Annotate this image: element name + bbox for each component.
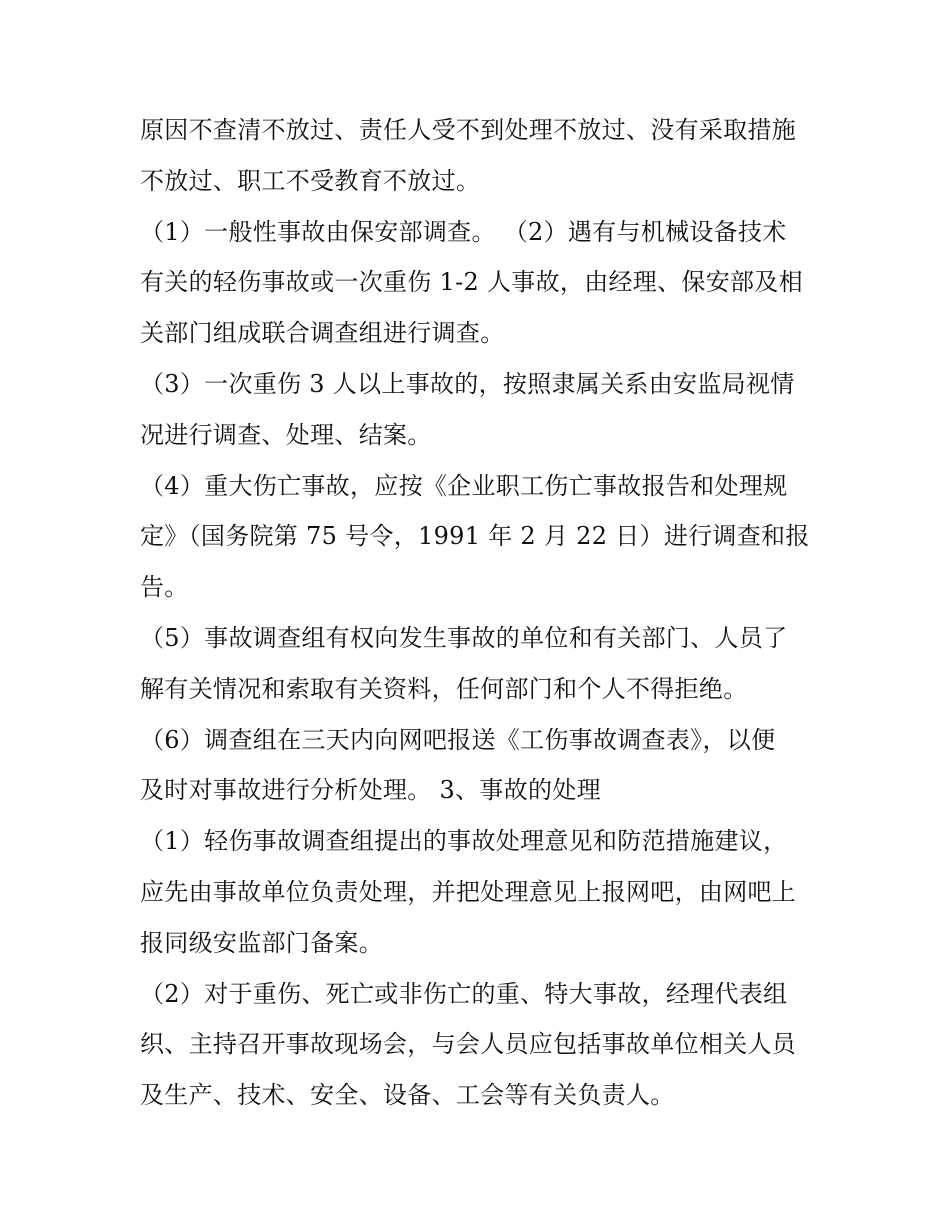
document-body — [140, 105, 820, 1121]
text-line: （6）调查组在三天内向网吧报送《工伤事故调查表》，以便 — [140, 725, 776, 754]
text-line: 解有关情况和索取有关资料，任何部门和个人不得拒绝。 — [140, 674, 748, 703]
text-line: 定》（国务院第 75 号令，1991 年 2 月 22 日）进行调查和报 — [140, 522, 810, 551]
text-line: 及生产、技术、安全、设备、工会等有关负责人。 — [140, 1081, 675, 1110]
text-line: 告。 — [140, 573, 189, 602]
text-line: 织、主持召开事故现场会，与会人员应包括事故单位相关人员 — [140, 1030, 797, 1059]
text-line: （5）事故调查组有权向发生事故的单位和有关部门、人员了 — [140, 623, 788, 652]
text-line: （4）重大伤亡事故，应按《企业职工伤亡事故报告和处理规 — [140, 471, 788, 500]
text-line: （1）一般性事故由保安部调查。 （2）遇有与机械设备技术 — [140, 217, 787, 246]
text-line: 及时对事故进行分析处理。 3、事故的处理 — [140, 776, 601, 805]
text-line: （3）一次重伤 3 人以上事故的，按照隶属关系由安监局视情 — [140, 369, 795, 398]
text-line: 况进行调查、处理、结案。 — [140, 420, 432, 449]
text-line: （2）对于重伤、死亡或非伤亡的重、特大事故，经理代表组 — [140, 979, 788, 1008]
text-line: 应先由事故单位负责处理，并把处理意见上报网吧，由网吧上 — [140, 877, 797, 906]
text-line: 报同级安监部门备案。 — [140, 928, 383, 957]
text-line: 有关的轻伤事故或一次重伤 1-2 人事故，由经理、保安部及相 — [140, 268, 803, 297]
text-line: （1）轻伤事故调查组提出的事故处理意见和防范措施建议， — [140, 827, 788, 856]
text-line: 原因不查清不放过、责任人受不到处理不放过、没有采取措施 — [140, 116, 797, 144]
text-line: 关部门组成联合调查组进行调查。 — [140, 319, 505, 348]
text-line: 不放过、职工不受教育不放过。 — [140, 166, 481, 195]
